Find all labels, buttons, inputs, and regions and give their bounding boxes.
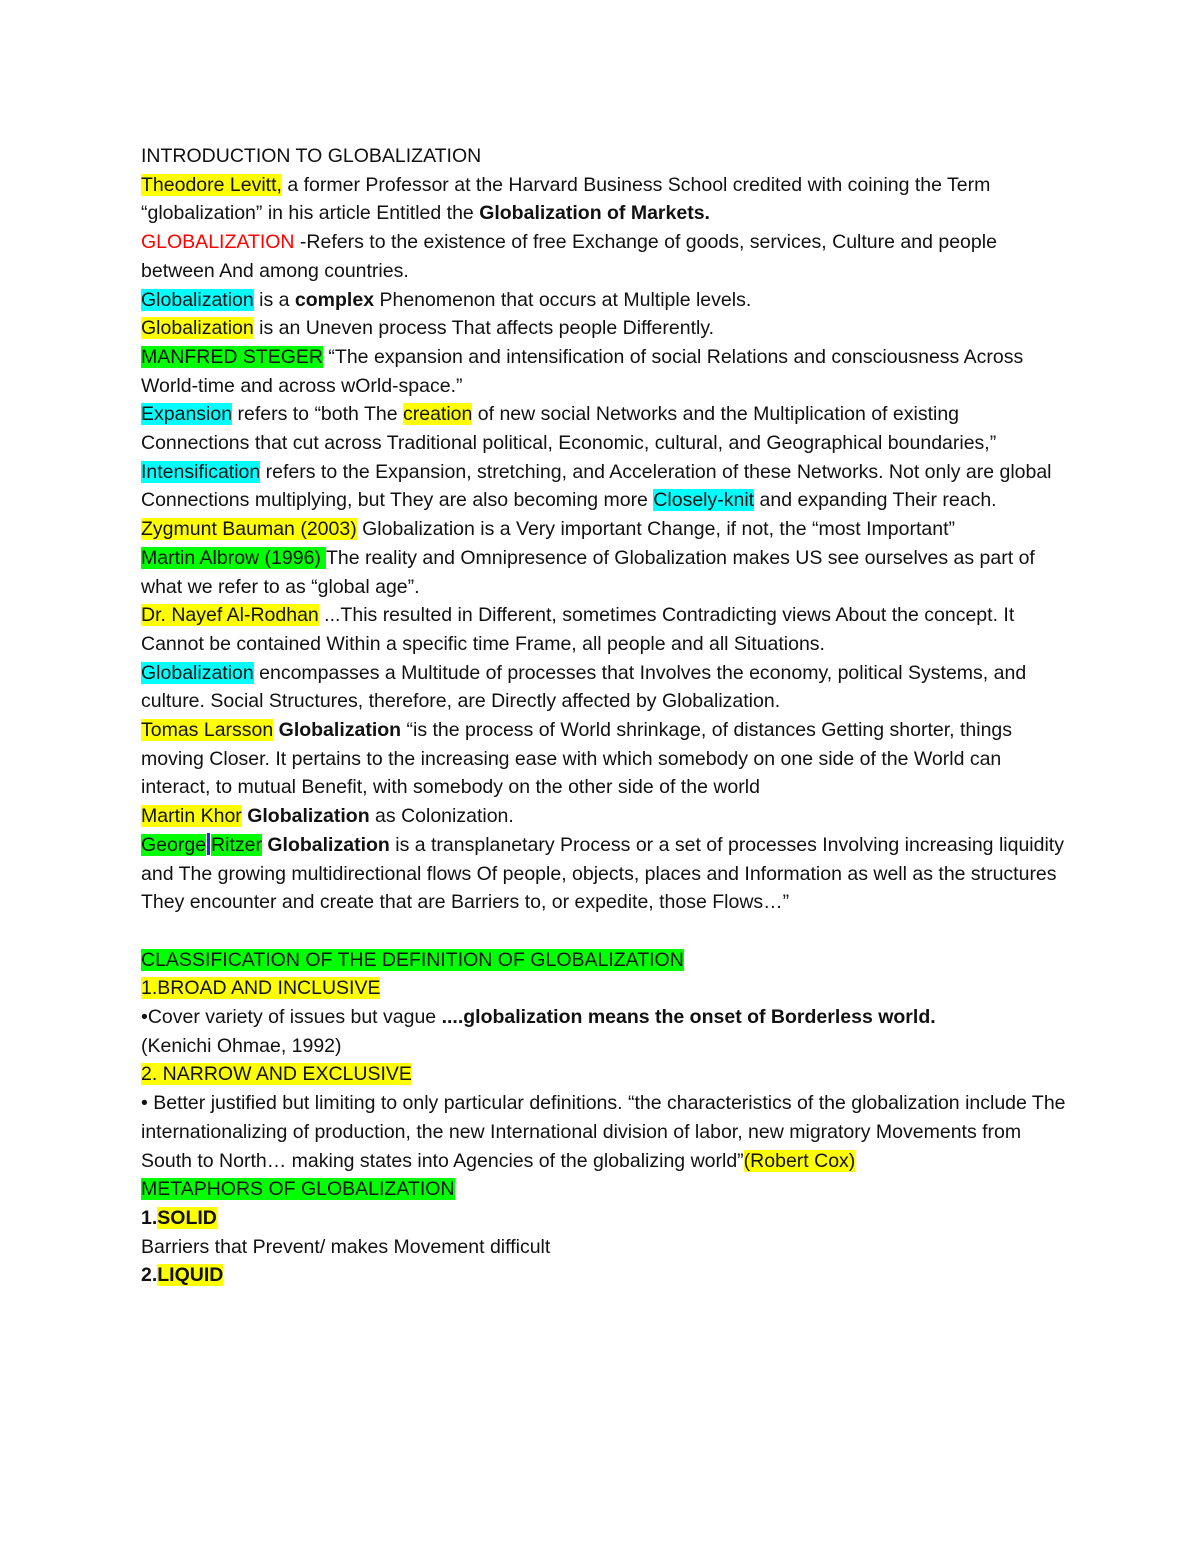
heading-liquid: 2.LIQUID: [141, 1264, 224, 1287]
heading-metaphors: METAPHORS OF GLOBALIZATION: [141, 1178, 455, 1201]
term-globalization-red: GLOBALIZATION: [141, 231, 295, 254]
paragraph-intensification: Intensification refers to the Expansion, stretching, and Acceleration of these Networks. Not only are global Connections multiplying, but They are also becoming more Closely-knit and expanding Their reach.: [141, 460, 1052, 512]
paragraph-bauman: Zygmunt Bauman (2003) Globalization is a Very important Change, if not, the “most Important”: [141, 518, 955, 541]
paragraph-solid: Barriers that Prevent/ makes Movement difficult: [141, 1235, 551, 1258]
paragraph-ritzer: George Ritzer Globalization is a transplanetary Process or a set of processes Involving increasing liquidity and The growing multidirectional flows Of people, objects, places and Information as well as the structures They encounter and create that are Barriers to, or expedite, those Flows…”: [141, 833, 1064, 914]
paragraph-broad: •Cover variety of issues but vague ....globalization means the onset of Borderless world.: [141, 1006, 936, 1029]
heading-solid: 1.SOLID: [141, 1207, 217, 1229]
heading-narrow: 2. NARROW AND EXCLUSIVE: [141, 1063, 412, 1086]
paragraph-steger: MANFRED STEGER “The expansion and intensification of social Relations and consciousness Across World-time and across wOrld-space.”: [141, 345, 1024, 397]
paragraph-albrow: Martin Albrow (1996) The reality and Omnipresence of Globalization makes US see ourselves as part of what we refer to as “global age”.: [141, 546, 1035, 598]
paragraph-rodhan: Dr. Nayef Al-Rodhan ...This resulted in Different, sometimes Contradicting views About the concept. It Cannot be contained Within a specific time Frame, all people and all Situations.: [141, 604, 1015, 655]
heading-classification: CLASSIFICATION OF THE DEFINITION OF GLOBALIZATION: [141, 948, 684, 971]
heading-broad: 1.BROAD AND INCLUSIVE: [141, 977, 381, 1000]
paragraph-complex: Globalization is a complex Phenomenon that occurs at Multiple levels.: [141, 288, 752, 311]
paragraph-levitt: Theodore Levitt, a former Professor at the Harvard Business School credited with coining the Term “globalization” in his article Entitled the Globalization of Markets.: [141, 173, 991, 225]
document-title: INTRODUCTION TO GLOBALIZATION: [141, 145, 482, 167]
highlight-levitt: Theodore Levitt,: [141, 173, 282, 196]
paragraph-khor: Martin Khor Globalization as Colonization.: [141, 805, 514, 828]
paragraph-expansion: Expansion refers to “both The creation of new social Networks and the Multiplication of existing Connections that cut across Traditional political, Economic, cultural, and Geographical boundaries,”: [141, 403, 997, 455]
text-cursor: [207, 833, 210, 855]
document-body: [141, 142, 1071, 1290]
paragraph-definition: GLOBALIZATION -Refers to the existence of free Exchange of goods, services, Culture and people between And among countries.: [141, 231, 997, 282]
paragraph-larsson: Tomas Larsson Globalization “is the process of World shrinkage, of distances Getting shorter, things moving Closer. It pertains to the increasing ease with which somebody on one side of the World can interact, to mutual Benefit, with somebody on the other side of the world: [141, 719, 1013, 799]
paragraph-uneven: Globalization is an Uneven process That affects people Differently.: [141, 317, 715, 340]
citation-ohmae: (Kenichi Ohmae, 1992): [141, 1034, 342, 1057]
blank-line: [141, 917, 1071, 946]
paragraph-narrow: • Better justified but limiting to only particular definitions. “the characteristics of the globalization include The internationalizing of production, the new International division of labor, new migratory Movements from South to North… making states into Agencies of the globalizing world”(Robert Cox): [141, 1092, 1066, 1172]
paragraph-encompasses: Globalization encompasses a Multitude of processes that Involves the economy, political Systems, and culture. Social Structures, therefore, are Directly affected by Globalization.: [141, 661, 1027, 713]
